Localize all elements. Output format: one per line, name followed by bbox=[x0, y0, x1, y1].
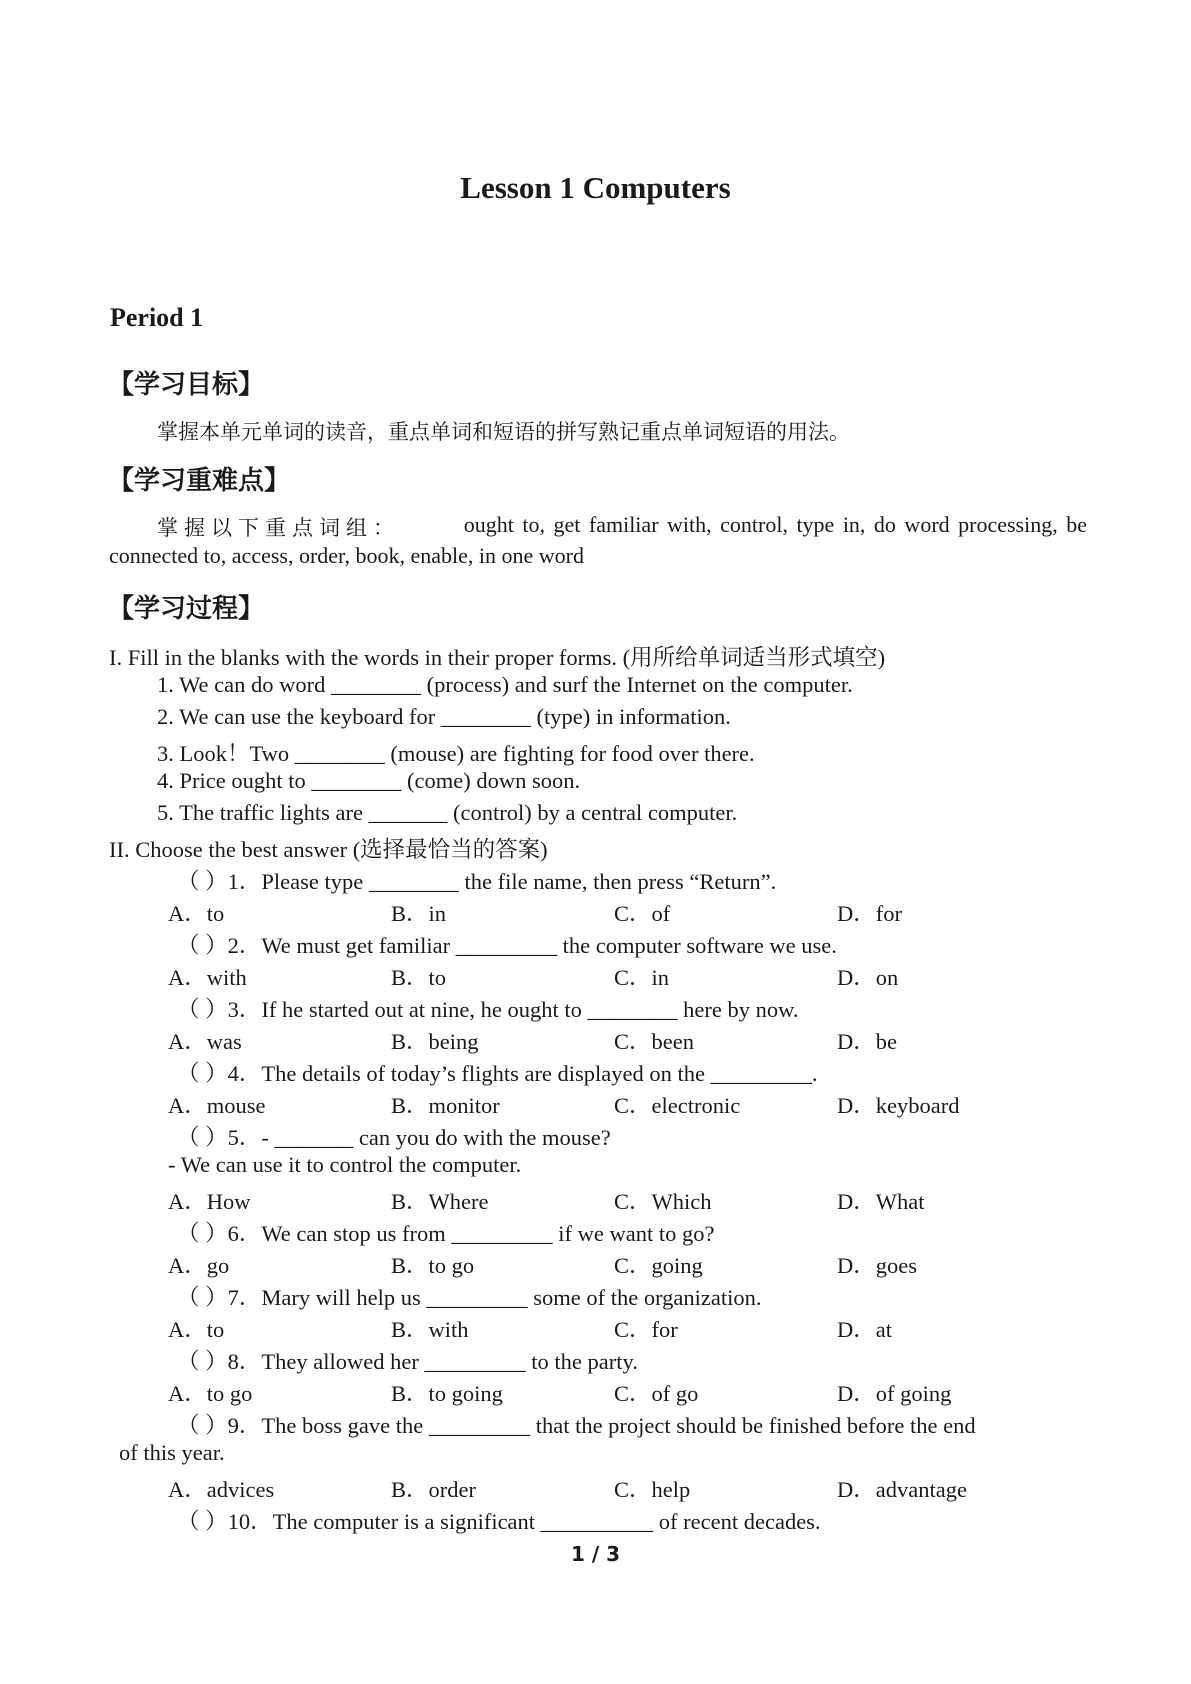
question-9-option-b: B．order bbox=[391, 1477, 476, 1502]
question-9-option-c: C．help bbox=[614, 1477, 691, 1502]
question-3-option-a: A．was bbox=[168, 1029, 242, 1054]
question-1-stem: （ ）1．Please type ________ the file name, then press “Return”. bbox=[177, 869, 777, 894]
question-8-option-b: B．to going bbox=[391, 1381, 503, 1406]
question-1-option-d: D．for bbox=[837, 901, 902, 926]
part2-instruction: II. Choose the best answer (选择最恰当的答案) bbox=[109, 837, 548, 862]
question-10-stem: （ ）10．The computer is a significant __________ of recent decades. bbox=[177, 1509, 821, 1534]
part1-item-5: 5. The traffic lights are _______ (control) by a central computer. bbox=[157, 800, 738, 825]
question-6-option-b: B．to go bbox=[391, 1253, 475, 1278]
question-6-option-a: A．go bbox=[168, 1253, 230, 1278]
question-7-option-d: D．at bbox=[837, 1317, 892, 1342]
part1-item-3: 3. Look！Two ________ (mouse) are fighting for food over there. bbox=[157, 741, 755, 766]
question-1-option-c: C．of bbox=[614, 901, 671, 926]
key-lead: 掌握以下重点词组： bbox=[157, 516, 400, 540]
question-8-option-c: C．of go bbox=[614, 1381, 699, 1406]
part1-item-2: 2. We can use the keyboard for ________ (type) in information. bbox=[157, 704, 731, 729]
question-1-option-b: B．in bbox=[391, 901, 447, 926]
key-heading: 【学习重难点】 bbox=[108, 466, 291, 496]
question-5-option-a: A．How bbox=[168, 1189, 251, 1214]
question-7-option-c: C．for bbox=[614, 1317, 678, 1342]
part1-instruction: I. Fill in the blanks with the words in their proper forms. (用所给单词适当形式填空) bbox=[109, 645, 886, 670]
page-number: 1 / 3 bbox=[570, 1542, 621, 1566]
question-6-option-c: C．going bbox=[614, 1253, 703, 1278]
goal-text: 掌握本单元单词的读音，重点单词和短语的拼写熟记重点单词短语的用法。 bbox=[157, 420, 850, 444]
question-2-option-a: A．with bbox=[168, 965, 247, 990]
question-5-option-c: C．Which bbox=[614, 1189, 712, 1214]
question-5-stem: （ ）5．- _______ can you do with the mouse? bbox=[177, 1125, 611, 1150]
period-heading: Period 1 bbox=[110, 303, 204, 332]
page-title: Lesson 1 Computers bbox=[460, 170, 731, 205]
part1-item-4: 4. Price ought to ________ (come) down soon. bbox=[157, 768, 581, 793]
question-9-option-d: D．advantage bbox=[837, 1477, 967, 1502]
question-4-option-c: C．electronic bbox=[614, 1093, 741, 1118]
question-4-stem: （ ）4．The details of today’s flights are displayed on the _________. bbox=[177, 1061, 818, 1086]
question-7-option-a: A．to bbox=[168, 1317, 225, 1342]
question-3-option-b: B．being bbox=[391, 1029, 479, 1054]
question-9-stem-2: of this year. bbox=[119, 1440, 225, 1465]
question-7-option-b: B．with bbox=[391, 1317, 469, 1342]
question-8-stem: （ ）8．They allowed her _________ to the party. bbox=[177, 1349, 638, 1374]
question-6-stem: （ ）6．We can stop us from _________ if we want to go? bbox=[177, 1221, 715, 1246]
key-line-1 bbox=[157, 512, 1087, 542]
question-2-option-c: C．in bbox=[614, 965, 670, 990]
question-3-stem: （ ）3．If he started out at nine, he ought to ________ here by now. bbox=[177, 997, 799, 1022]
part1-item-1: 1. We can do word ________ (process) and surf the Internet on the computer. bbox=[157, 672, 853, 697]
question-5-option-d: D．What bbox=[837, 1189, 925, 1214]
question-8-option-d: D．of going bbox=[837, 1381, 952, 1406]
question-2-option-d: D．on bbox=[837, 965, 899, 990]
question-3-option-d: D．be bbox=[837, 1029, 897, 1054]
question-2-stem: （ ）2．We must get familiar _________ the computer software we use. bbox=[177, 933, 837, 958]
question-4-option-d: D．keyboard bbox=[837, 1093, 960, 1118]
question-2-option-b: B．to bbox=[391, 965, 447, 990]
question-4-option-a: A．mouse bbox=[168, 1093, 266, 1118]
question-5-option-b: B．Where bbox=[391, 1189, 489, 1214]
key-line-2: connected to, access, order, book, enable, in one word bbox=[109, 543, 584, 568]
question-4-option-b: B．monitor bbox=[391, 1093, 500, 1118]
question-1-option-a: A．to bbox=[168, 901, 225, 926]
key-phrases-1: ought to, get familiar with, control, type in, do word processing, be bbox=[463, 512, 1087, 537]
question-8-option-a: A．to go bbox=[168, 1381, 253, 1406]
question-6-option-d: D．goes bbox=[837, 1253, 917, 1278]
question-5-stem-2: - We can use it to control the computer. bbox=[168, 1152, 522, 1177]
question-3-option-c: C．been bbox=[614, 1029, 694, 1054]
question-7-stem: （ ）7．Mary will help us _________ some of the organization. bbox=[177, 1285, 762, 1310]
goal-heading: 【学习目标】 bbox=[108, 370, 265, 400]
question-9-option-a: A．advices bbox=[168, 1477, 275, 1502]
process-heading: 【学习过程】 bbox=[108, 594, 265, 624]
question-9-stem: （ ）9．The boss gave the _________ that the project should be finished before the end bbox=[177, 1413, 976, 1438]
